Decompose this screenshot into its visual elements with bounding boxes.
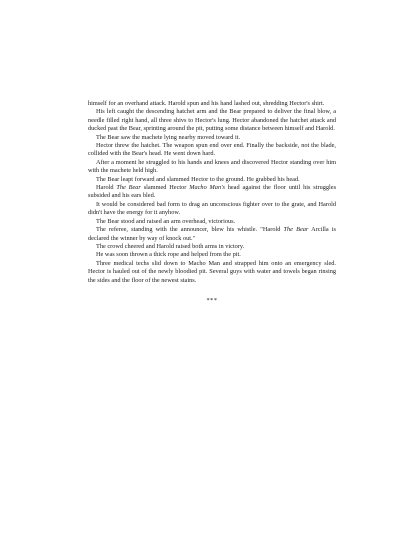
text-run: The referee, standing with the announcer, blew his whistle. "Harold bbox=[96, 226, 284, 234]
paragraph: The crowd cheered and Harold raised both arms in victory. bbox=[96, 242, 245, 250]
paragraph: It would be considered bad form to drag an unconscious fighter over to the grate, and Harold didn't have the energy for it anyhow. bbox=[88, 200, 336, 217]
italic-nickname: The Bear bbox=[283, 226, 309, 234]
paragraph: The Bear saw the machete lying nearby moved toward it. bbox=[96, 133, 241, 141]
paragraph bbox=[88, 184, 336, 201]
paragraph: Three medical techs slid down to Macho Man and strapped him onto an emergency sled. Hector is hauled out of the newly bloodied pit. Several guys with water and towels began rinsing the sides and the floor of the newest stains. bbox=[88, 259, 336, 284]
paragraph: His left caught the descending hatchet arm and the Bear prepared to deliver the final blow, a needle filled right hand, all three shivs to Hector's lung. Hector abandoned the hatchet attack and ducked past the Bear, sprinting around the pit, putting some distance between himself and Harold. bbox=[88, 108, 336, 133]
italic-nickname: The Bear bbox=[116, 184, 141, 192]
text-run: Arcilla is declared the winner by way of knock out." bbox=[88, 226, 336, 242]
paragraph: After a moment he struggled to his hands and knees and discovered Hector standing over him with the machete held high. bbox=[88, 158, 336, 175]
paragraph: The Bear leapt forward and slammed Hector to the ground. He grabbed his head. bbox=[96, 175, 300, 183]
paragraph: The Bear stood and raised an arm overhead, victorious. bbox=[96, 217, 236, 225]
text-run: slammed Hector bbox=[140, 184, 190, 192]
paragraph bbox=[88, 226, 336, 243]
text-run: head against the floor until his struggles subsided and his ears bled. bbox=[88, 184, 337, 200]
paragraph: himself for an overhand attack. Harold spun and his hand lashed out, shredding Hector's shirt. bbox=[88, 100, 325, 107]
text-run: Harold bbox=[96, 184, 117, 192]
scene-break: *** bbox=[206, 296, 218, 304]
body-text bbox=[88, 100, 336, 305]
paragraph: He was soon thrown a thick rope and helped from the pit. bbox=[96, 251, 241, 259]
paragraph: Hector threw the hatchet. The weapon spun end over end. Finally the backside, not the blade, collided with the Bear's head. He went down hard. bbox=[88, 142, 336, 158]
italic-nickname: Macho Man's bbox=[189, 184, 225, 192]
